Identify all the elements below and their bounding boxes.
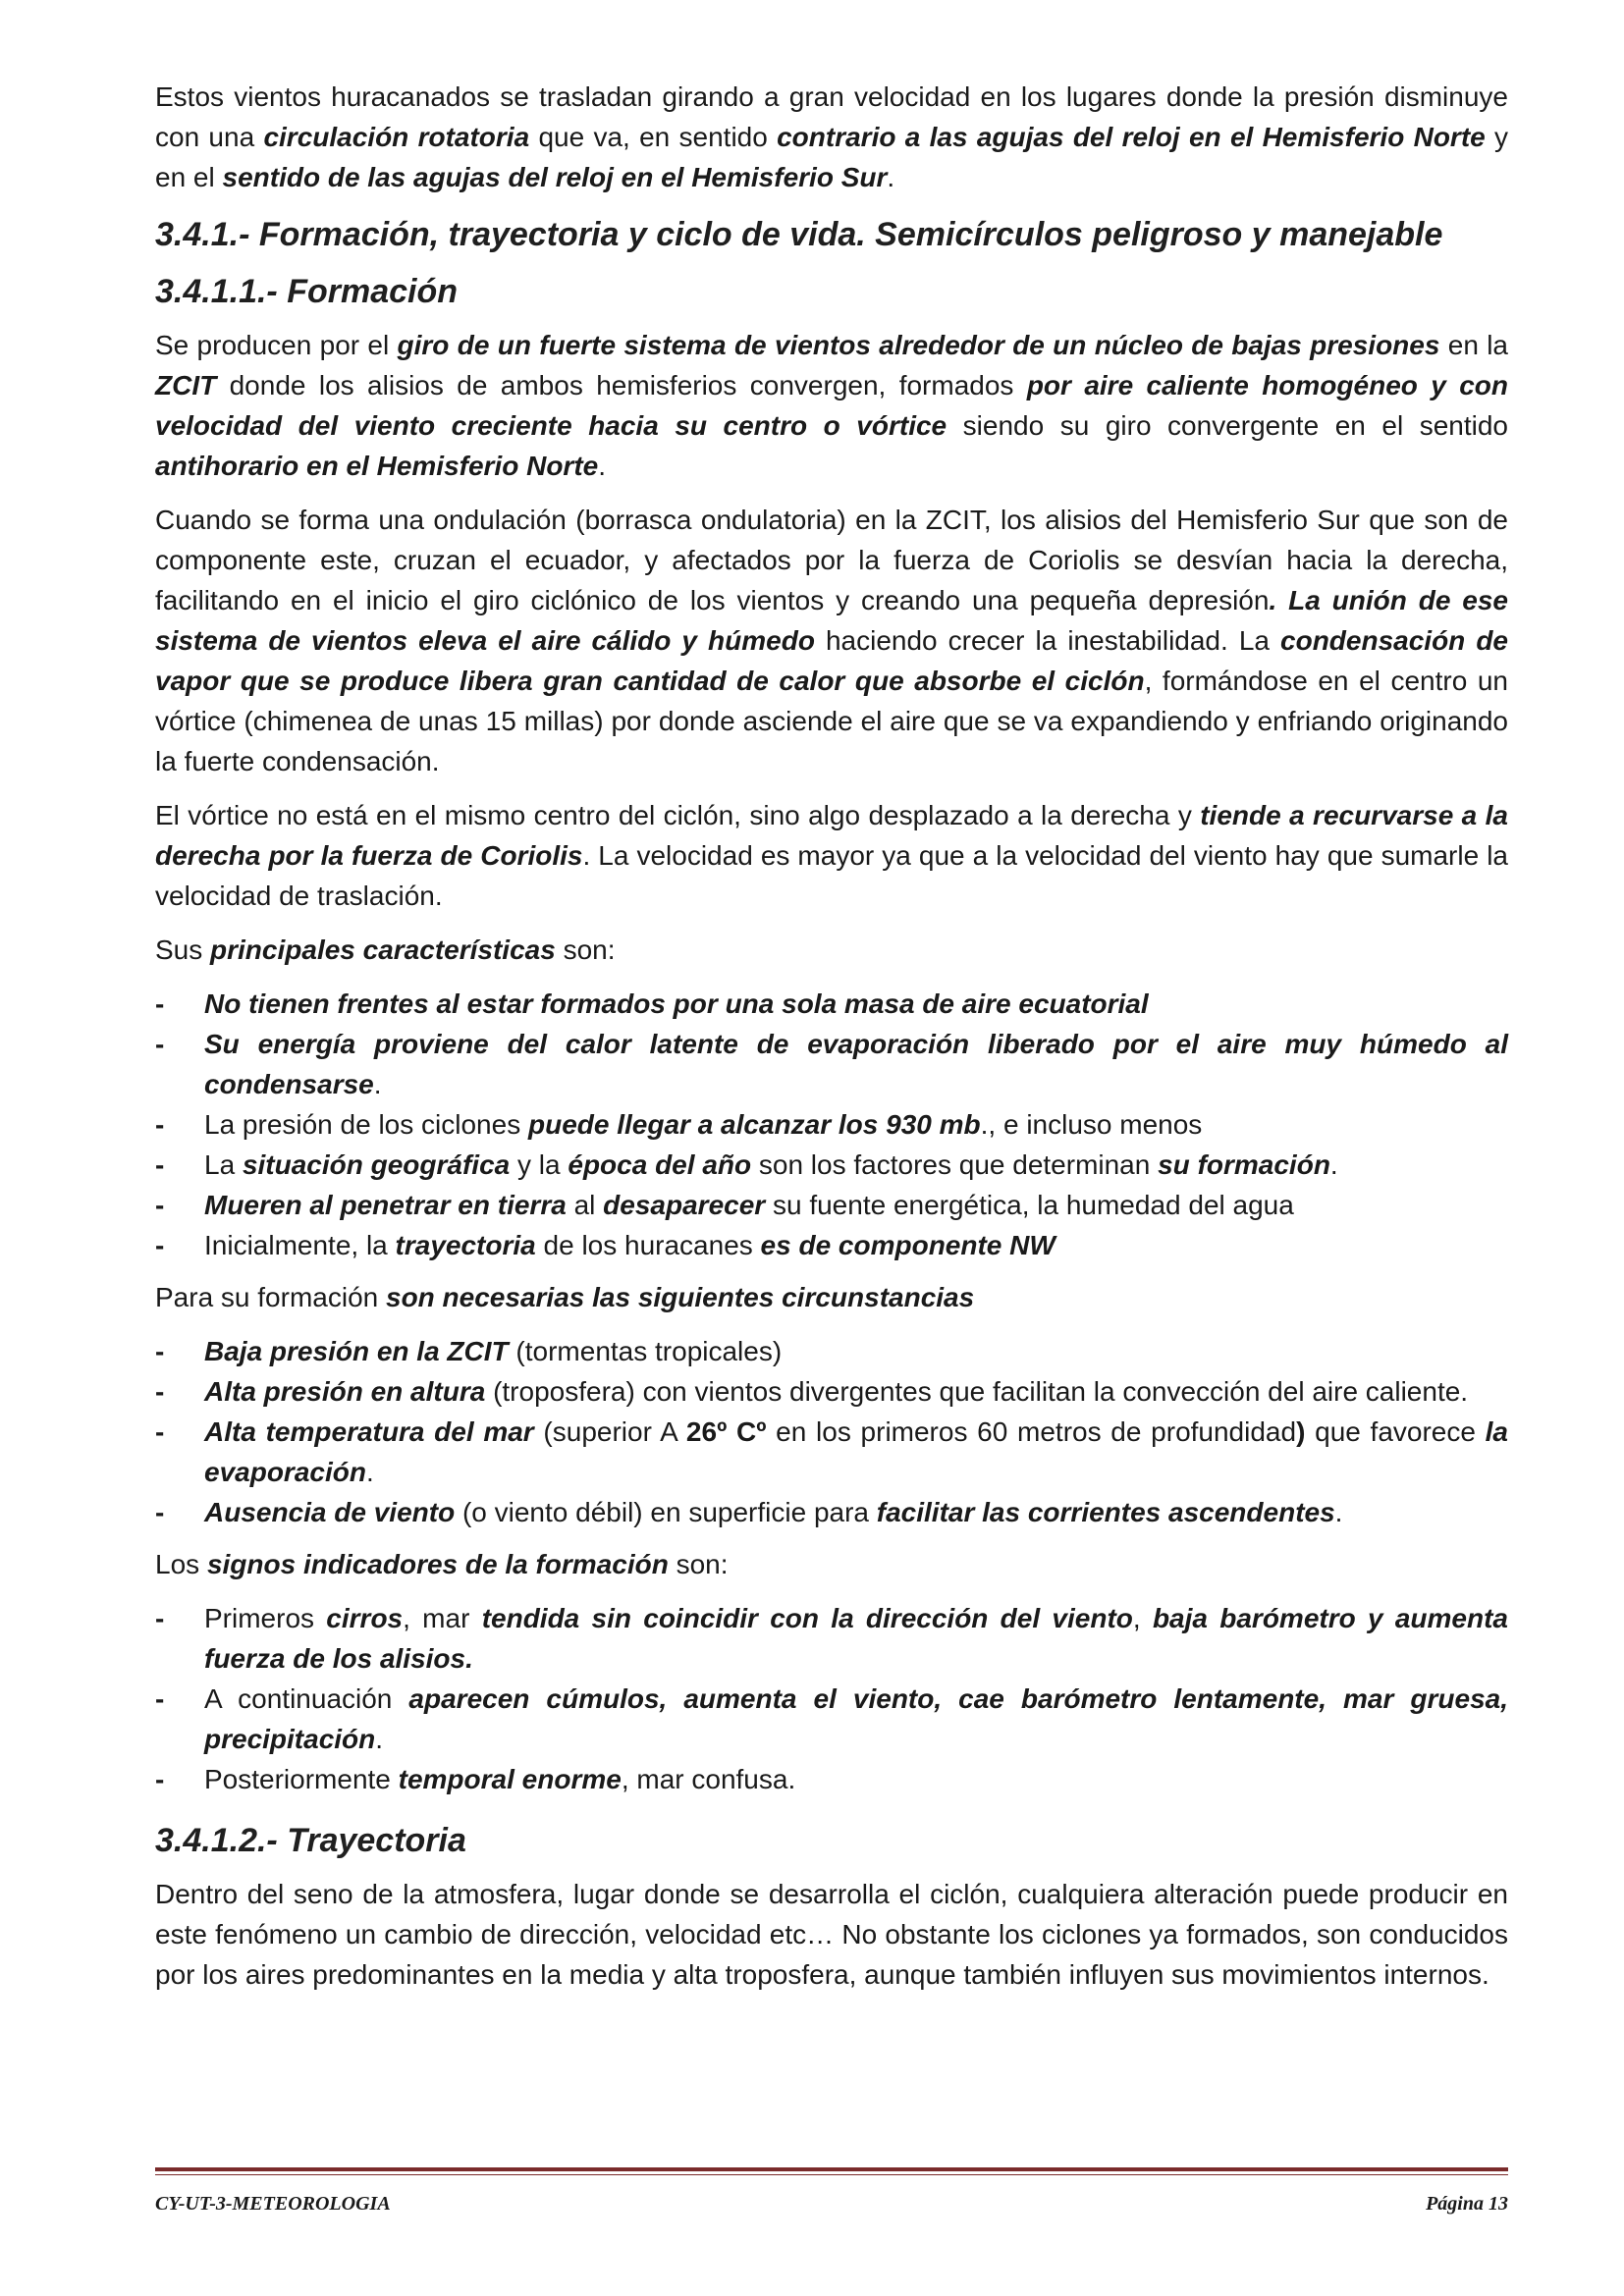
text-run: 26º Cº [685, 1416, 767, 1447]
list-item [155, 1225, 1508, 1265]
list-item [155, 1759, 1508, 1799]
footer-page-number: Página 13 [1426, 2193, 1508, 2215]
formacion-paragraph-3 [155, 795, 1508, 916]
text-run: El vórtice no está en el mismo centro del ciclón, sino algo desplazado a la derecha y [155, 800, 1201, 830]
text-run: y la [510, 1149, 568, 1180]
list-item [155, 1679, 1508, 1759]
text-run: que favorece [1305, 1416, 1486, 1447]
intro-paragraph [155, 77, 1508, 197]
text-run: son: [668, 1549, 729, 1579]
text-run: desaparecer [603, 1190, 766, 1220]
text-run: su formación [1158, 1149, 1330, 1180]
text-run: que va, en sentido [529, 122, 778, 152]
text-run: condensación de vapor que se produce libera gran cantidad de calor que absorbe el ciclón [155, 625, 1508, 696]
text-run: Primeros [204, 1603, 327, 1633]
text-run: circulación rotatoria [263, 122, 530, 152]
text-run: por aire caliente homogéneo y con velocidad del viento creciente hacia su centro o vórtice [155, 370, 1509, 441]
text-run: (superior A [533, 1416, 686, 1447]
text-run: Baja presión en la ZCIT [204, 1336, 509, 1366]
text-run: época del año [568, 1149, 752, 1180]
text-run: principales características [210, 934, 556, 965]
section-heading-3-4-1-2: 3.4.1.2.- Trayectoria [155, 1822, 466, 1859]
footer-rule [155, 2167, 1508, 2171]
text-run: Estos vientos huracanados se trasladan girando a gran velocidad en los lugares donde la presión disminuye con una [155, 81, 1508, 152]
text-run: Para su formación [155, 1282, 386, 1312]
text-run: Dentro del seno de la atmosfera, lugar donde se desarrolla el ciclón, cualquiera alteración puede producir en este fenómeno un cambio de dirección, velocidad etc… No obstante los ciclones ya formados, son conducidos por los aires predominantes en la media y alta troposfera, aunque también influyen sus movimientos internos. [155, 1879, 1508, 1990]
text-run: al [566, 1190, 604, 1220]
text-run: sentido de las agujas del reloj en el Hemisferio Sur [222, 162, 888, 192]
text-run: ZCIT [155, 370, 217, 400]
text-run: su fuente energética, la humedad del agua [765, 1190, 1294, 1220]
text-run: contrario a las agujas del reloj en el Hemisferio Norte [777, 122, 1486, 152]
list-item [155, 1331, 1508, 1371]
list-item [155, 1185, 1508, 1225]
text-run: . La velocidad es mayor ya que a la velocidad del viento hay que sumarle la velocidad de traslación. [155, 840, 1508, 911]
text-run: Inicialmente, la [204, 1230, 396, 1260]
list-item [155, 1412, 1508, 1492]
text-run: Alta temperatura del mar [204, 1416, 534, 1447]
text-run: ) [1296, 1416, 1306, 1447]
text-run: La [204, 1149, 243, 1180]
text-run: situación geográfica [242, 1149, 511, 1180]
text-run: baja barómetro y aumenta fuerza de los alisios. [204, 1603, 1508, 1674]
list-item [155, 1104, 1508, 1145]
text-run: es de componente NW [760, 1230, 1056, 1260]
text-run: (o viento débil) en superficie para [455, 1497, 877, 1527]
text-run: antihorario en el Hemisferio Norte [155, 451, 599, 481]
footer-rule-thin [155, 2174, 1508, 2175]
text-run: . La unión de ese sistema de vientos eleva el aire cálido y húmedo [155, 585, 1508, 656]
list-item [155, 1492, 1508, 1532]
text-run: tendida sin coincidir con la dirección del viento [481, 1603, 1133, 1633]
text-run: tiende a recurvarse a la derecha por la fuerza de Coriolis [155, 800, 1508, 871]
list-item [155, 1371, 1508, 1412]
text-run: son: [555, 934, 616, 965]
text-run: trayectoria [395, 1230, 536, 1260]
text-run: aparecen cúmulos, aumenta el viento, cae barómetro lentamente, mar gruesa, precipitación [204, 1683, 1509, 1754]
text-run: , [1132, 1603, 1153, 1633]
list-item [155, 1024, 1508, 1104]
text-run: . [887, 162, 895, 192]
text-run: y en el [155, 122, 1509, 192]
text-run: Se producen por el [155, 330, 398, 360]
circunstancias-list [155, 1331, 1508, 1532]
list-item [155, 1598, 1508, 1679]
text-run: , mar confusa. [621, 1764, 796, 1794]
caracteristicas-list [155, 984, 1508, 1265]
formacion-paragraph-1 [155, 325, 1508, 486]
text-run: . [598, 451, 606, 481]
text-run: . [365, 1457, 374, 1487]
text-run: temporal enorme [398, 1764, 622, 1794]
formacion-paragraph-2 [155, 500, 1508, 781]
text-run: signos indicadores de la formación [206, 1549, 669, 1579]
text-run: ., e incluso menos [980, 1109, 1203, 1140]
text-run: , formándose en el centro un vórtice (chimenea de unas 15 millas) por donde asciende el aire que se va expandiendo y enfriando originando la fuerte condensación. [155, 666, 1508, 776]
circunstancias-intro [155, 1277, 1508, 1317]
text-run: son los factores que determinan [751, 1149, 1159, 1180]
text-run: Posteriormente [204, 1764, 399, 1794]
text-run: en los primeros 60 metros de profundidad [766, 1416, 1297, 1447]
text-run: la evaporación [204, 1416, 1509, 1487]
text-run: Los [155, 1549, 207, 1579]
text-run: Su energía proviene del calor latente de evaporación liberado por el aire muy húmedo al condensarse [204, 1029, 1508, 1099]
trayectoria-paragraph [155, 1874, 1508, 1995]
text-run: . [375, 1724, 384, 1754]
text-run: son necesarias las siguientes circunstancias [386, 1282, 975, 1312]
text-run: siendo su giro convergente en el sentido [947, 410, 1509, 441]
document-page [155, 77, 1508, 2008]
text-run: puede llegar a alcanzar los 930 mb [527, 1109, 981, 1140]
text-run: Mueren al penetrar en tierra [204, 1190, 567, 1220]
list-item [155, 1145, 1508, 1185]
text-run: de los huracanes [535, 1230, 761, 1260]
text-run: La presión de los ciclones [204, 1109, 528, 1140]
text-run: (troposfera) con vientos divergentes que facilitan la convección del aire caliente. [485, 1376, 1469, 1407]
text-run: facilitar las corrientes ascendentes [876, 1497, 1335, 1527]
text-run: (tormentas tropicales) [508, 1336, 783, 1366]
signos-list [155, 1598, 1508, 1799]
text-run: donde los alisios de ambos hemisferios convergen, formados [216, 370, 1027, 400]
caracteristicas-intro [155, 930, 1508, 970]
list-item [155, 984, 1508, 1024]
text-run: . [373, 1069, 382, 1099]
text-run: haciendo crecer la inestabilidad. La [814, 625, 1281, 656]
text-run: . [1334, 1497, 1343, 1527]
text-run: Sus [155, 934, 211, 965]
section-heading-3-4-1-1: 3.4.1.1.- Formación [155, 273, 458, 310]
signos-intro [155, 1544, 1508, 1584]
text-run: A continuación [204, 1683, 409, 1714]
text-run: Alta presión en altura [204, 1376, 486, 1407]
text-run: en la [1439, 330, 1509, 360]
text-run: cirros [326, 1603, 404, 1633]
text-run: . [1329, 1149, 1338, 1180]
text-run: Ausencia de viento [204, 1497, 456, 1527]
section-heading-3-4-1: 3.4.1.- Formación, trayectoria y ciclo de vida. Semicírculos peligroso y manejable [155, 216, 1443, 253]
text-run: , mar [403, 1603, 482, 1633]
text-run: giro de un fuerte sistema de vientos alrededor de un núcleo de bajas presiones [397, 330, 1440, 360]
text-run: Cuando se forma una ondulación (borrasca ondulatoria) en la ZCIT, los alisios del Hemisferio Sur que son de componente este, cruzan el ecuador, y afectados por la fuerza de Coriolis se desvían hacia la derecha, facilitando en el inicio el giro ciclónico de los vientos y creando una pequeña depresión [155, 505, 1508, 615]
footer-document-code: CY-UT-3-METEOROLOGIA [155, 2193, 391, 2215]
text-run: No tienen frentes al estar formados por una sola masa de aire ecuatorial [204, 988, 1149, 1019]
